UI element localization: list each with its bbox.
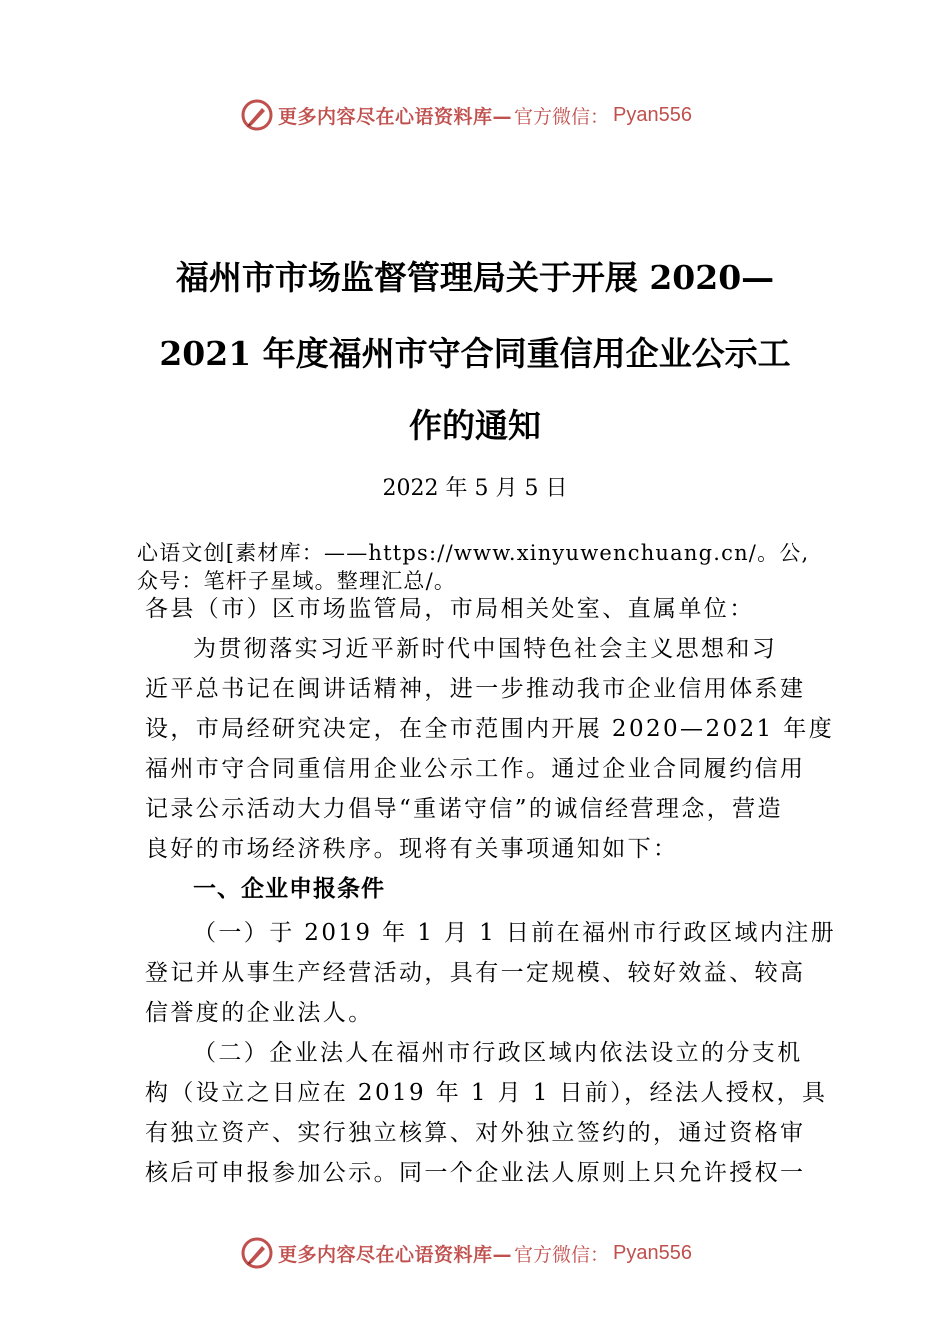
paragraph-line: 有独立资产、实行独立核算、对外独立签约的，通过资格审 — [145, 1120, 806, 1146]
pen-logo-icon — [240, 98, 274, 132]
paragraph-line: 信誉度的企业法人。 — [145, 1000, 374, 1026]
document-title-line-2: 2021 年度福州市守合同重信用企业公示工 — [159, 334, 791, 373]
banner-text: 更多内容尽在心语资料库— — [278, 1243, 513, 1266]
paragraph-line: 设，市局经研究决定，在全市范围内开展 2020—2021 年度 — [145, 716, 835, 742]
section-heading: 一、企业申报条件 — [193, 875, 385, 902]
paragraph-line: 为贯彻落实习近平新时代中国特色社会主义思想和习 — [193, 636, 778, 662]
header-banner — [240, 97, 692, 133]
banner-label: 官方微信： — [514, 105, 610, 128]
addressee: 各县（市）区市场监管局，市局相关处室、直属单位： — [145, 596, 755, 622]
paragraph-line: 核后可申报参加公示。同一个企业法人原则上只允许授权一 — [145, 1160, 806, 1186]
paragraph-line: 福州市守合同重信用企业公示工作。通过企业合同履约信用 — [145, 756, 806, 782]
document-title-line-3: 作的通知 — [409, 406, 541, 445]
pen-logo-icon — [240, 1236, 274, 1270]
paragraph-line: 登记并从事生产经营活动，具有一定规模、较好效益、较高 — [145, 960, 806, 986]
paragraph-line: 良好的市场经济秩序。现将有关事项通知如下： — [145, 836, 679, 862]
paragraph-line: 记录公示活动大力倡导“重诺守信”的诚信经营理念，营造 — [145, 796, 783, 822]
paragraph-line: 构（设立之日应在 2019 年 1 月 1 日前），经法人授权，具 — [145, 1080, 828, 1106]
footer-banner — [240, 1235, 692, 1271]
promo-line-2: 众号：笔杆子星域。整理汇总/。 — [137, 569, 457, 593]
paragraph-line: 近平总书记在闽讲话精神，进一步推动我市企业信用体系建 — [145, 676, 806, 702]
document-date: 2022 年 5 月 5 日 — [382, 476, 568, 501]
banner-label: 官方微信： — [514, 1243, 610, 1266]
paragraph-line: （二）企业法人在福州市行政区域内依法设立的分支机 — [193, 1040, 803, 1066]
banner-text: 更多内容尽在心语资料库— — [278, 105, 513, 128]
banner-wechat-id: Pyan556 — [613, 1241, 692, 1264]
promo-line-1: 心语文创[素材库：——https://www.xinyuwenchuang.cn/。公, — [137, 541, 810, 565]
banner-wechat-id: Pyan556 — [613, 103, 692, 126]
paragraph-line: （一）于 2019 年 1 月 1 日前在福州市行政区域内注册 — [193, 920, 837, 946]
document-title-line-1: 福州市市场监督管理局关于开展 2020— — [175, 258, 775, 297]
